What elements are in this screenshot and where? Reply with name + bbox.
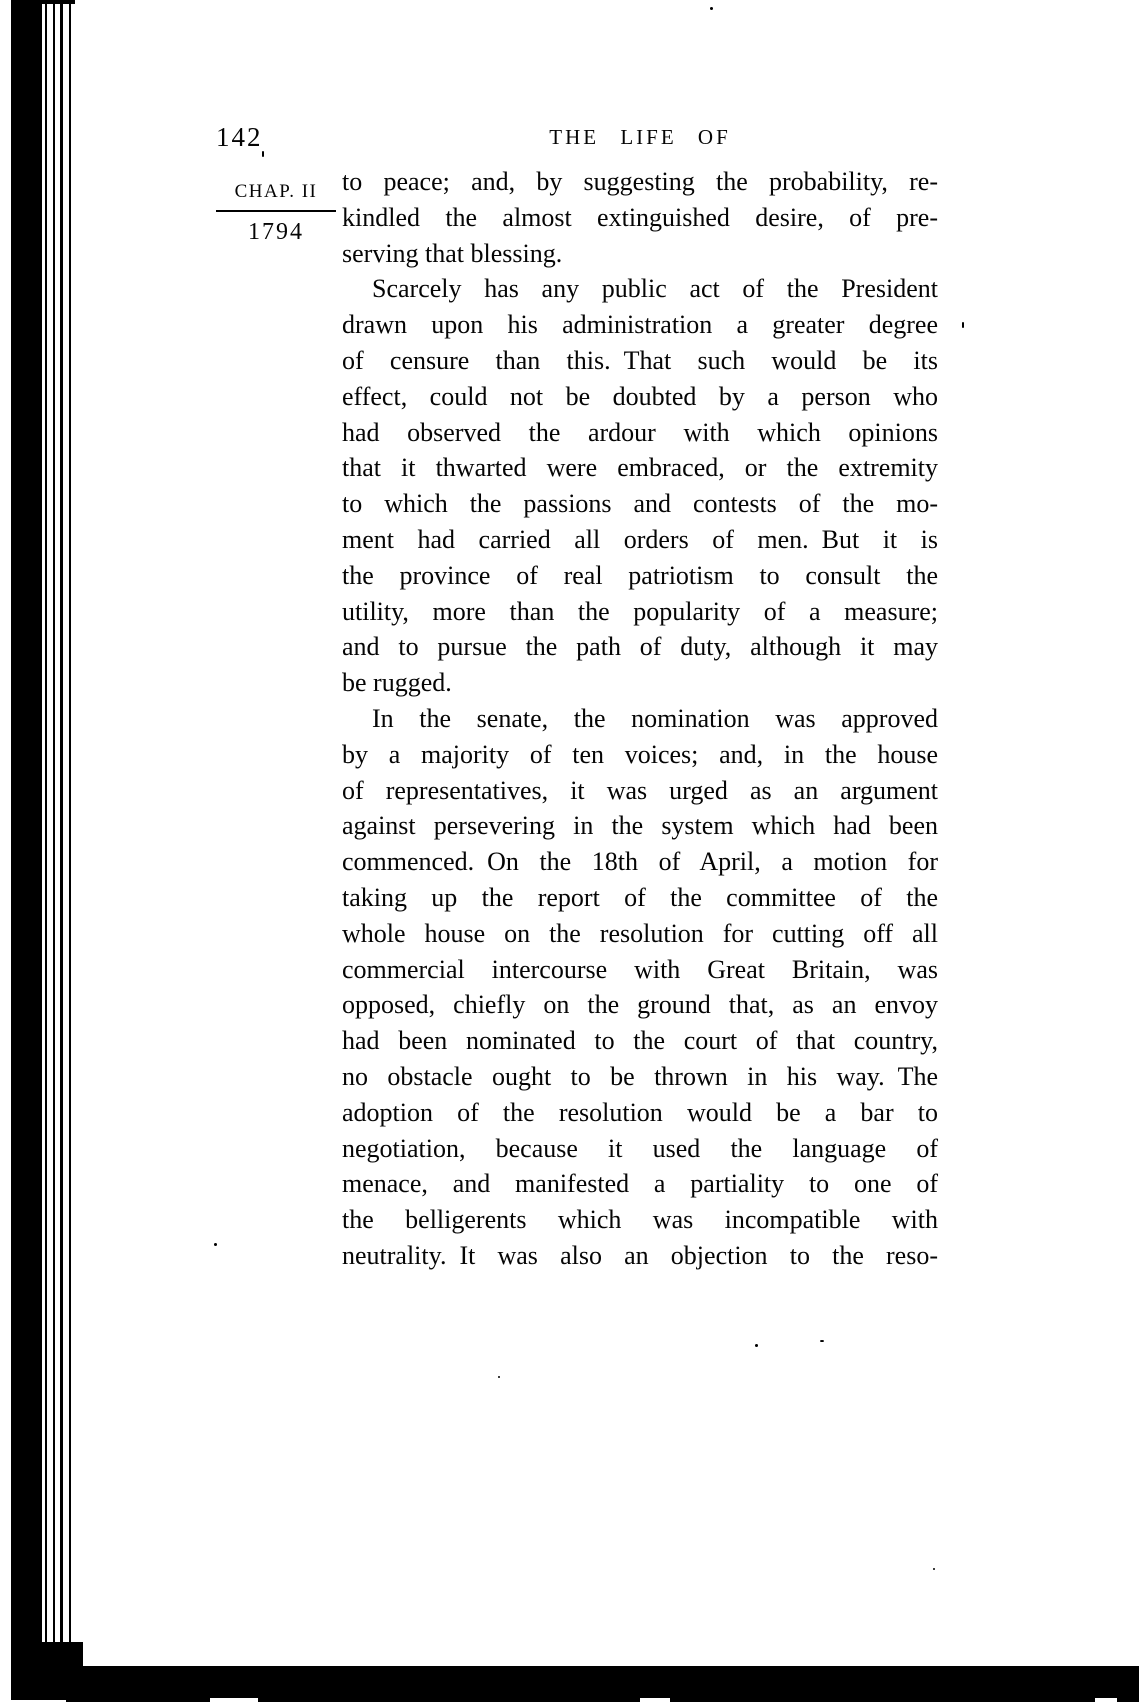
text-line: the province of real patriotism to consult the [342, 560, 938, 590]
margin-note [210, 181, 342, 246]
ink-speck [933, 1568, 935, 1570]
scan-edge-line [45, 0, 47, 1658]
margin-year-label: 1794 [248, 219, 304, 245]
text-line: had observed the ardour with which opinions [342, 417, 938, 447]
text-line: by a majority of ten voices; and, in the house [342, 739, 938, 769]
scan-bottom-band [66, 1666, 1139, 1702]
text-line: be rugged. [342, 668, 452, 698]
text-line: effect, could not be doubted by a person who [342, 381, 938, 411]
running-header: THE LIFE OF [549, 125, 731, 149]
ink-speck [962, 322, 964, 328]
text-line: whole house on the resolution for cutting off all [342, 918, 938, 948]
text-line: of censure than this. That such would be its [342, 345, 938, 375]
scan-edge-line [60, 0, 63, 1660]
page-number: 142 [216, 122, 263, 152]
scan-band-gap [1095, 1698, 1117, 1704]
text-line: of representatives, it was urged as an argument [342, 775, 938, 805]
scan-edge-line [69, 0, 71, 1655]
ink-speck [214, 1243, 217, 1246]
text-line: ment had carried all orders of men. But it is [342, 524, 938, 554]
text-line: to peace; and, by suggesting the probability, re- [342, 167, 938, 196]
text-line: had been nominated to the court of that country, [342, 1026, 938, 1056]
text-line: serving that blessing. [342, 238, 563, 268]
scan-binding-band [11, 0, 42, 1696]
text-line: In the senate, the nomination was approved [372, 703, 938, 733]
text-line: utility, more than the popularity of a measure; [342, 596, 938, 626]
text-line: commercial intercourse with Great Britain, was [342, 954, 938, 984]
scan-edge-line [53, 0, 55, 1662]
text-line: negotiation, because it used the language of [342, 1133, 938, 1163]
text-line: menace, and manifested a partiality to one of [342, 1169, 938, 1199]
scan-band-gap [210, 1698, 258, 1704]
text-line: neutrality. It was also an objection to the reso- [342, 1240, 938, 1270]
text-line: drawn upon his administration a greater degree [342, 310, 938, 340]
ink-speck [710, 7, 713, 10]
margin-rule [216, 210, 336, 212]
ink-speck [498, 1376, 500, 1378]
text-line: kindled the almost extinguished desire, of pre- [342, 202, 938, 232]
ink-speck [755, 1344, 758, 1347]
scan-band-gap [640, 1698, 670, 1704]
text-line: and to pursue the path of duty, although it may [342, 632, 938, 662]
text-line: commenced. On the 18th of April, a motion for [342, 847, 938, 877]
text-line: Scarcely has any public act of the President [372, 274, 938, 304]
text-line: to which the passions and contests of the mo- [342, 489, 938, 519]
ink-speck [820, 1340, 824, 1342]
text-line: no obstacle ought to be thrown in his way. The [342, 1061, 938, 1091]
text-line: against persevering in the system which had been [342, 811, 938, 841]
text-line: opposed, chiefly on the ground that, as an envoy [342, 990, 938, 1020]
text-line: that it thwarted were embraced, or the extremity [342, 453, 938, 483]
text-line: adoption of the resolution would be a bar to [342, 1097, 938, 1127]
text-line: taking up the report of the committee of the [342, 882, 938, 912]
scan-edge-mark [41, 0, 75, 4]
margin-chapter-label: CHAP. II [234, 181, 318, 202]
text-line: the belligerents which was incompatible with [342, 1205, 938, 1235]
body-text [342, 164, 938, 1274]
